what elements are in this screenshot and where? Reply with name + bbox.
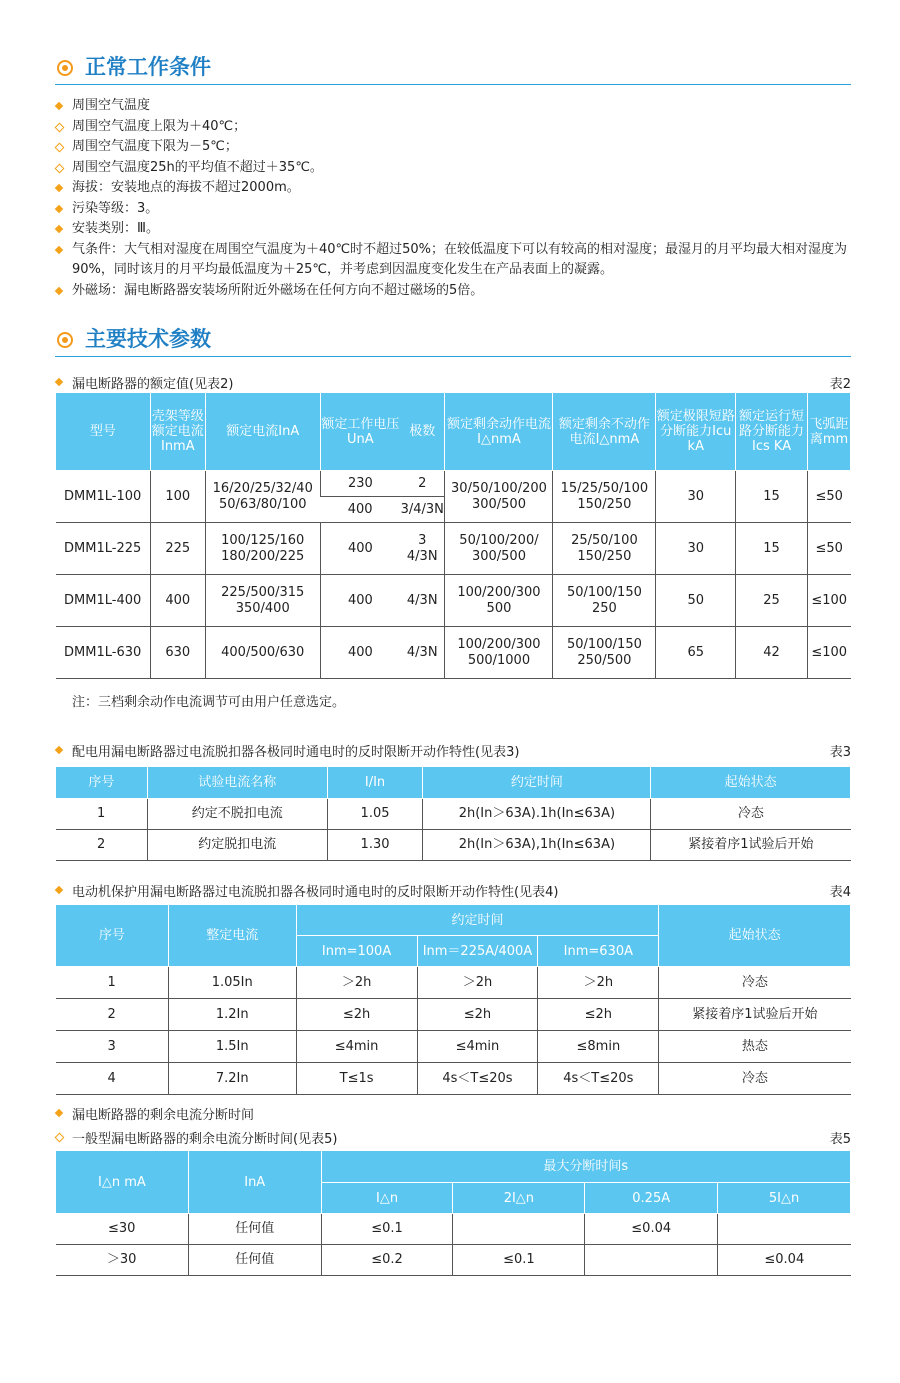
table-row: 2 1.2In ≤2h ≤2h ≤2h 紧接着序1试验后开始: [56, 999, 851, 1031]
diamond-icon: [55, 184, 63, 192]
list-item: 污染等级：3。: [55, 199, 855, 220]
col-header: 壳架等级额定电流InmA: [150, 393, 205, 471]
table3-caption: 配电用漏电断路器过电流脱扣器各极同时通电时的反时限断开动作特性(见表3) 表3: [55, 741, 851, 759]
list-item: 周围空气温度下限为－5℃；: [55, 137, 855, 158]
diamond-icon: [55, 286, 63, 294]
col-header: 额定极限短路分断能力Icu kA: [656, 393, 736, 471]
list-item: 安装类别：Ⅲ。: [55, 219, 855, 240]
table5-caption2: 一般型漏电断路器的剩余电流分断时间(见表5) 表5: [55, 1128, 851, 1146]
bullseye-icon: [57, 60, 73, 76]
list-item: 周围空气温度25h的平均值不超过＋35℃。: [55, 158, 855, 179]
table-row: 1 1.05In ＞2h ＞2h ＞2h 冷态: [56, 967, 851, 999]
list-item: 海拔：安装地点的海拔不超过2000m。: [55, 178, 855, 199]
conditions-list: [55, 96, 855, 301]
table4-caption: 电动机保护用漏电断路器过电流脱扣器各极同时通电时的反时限断开动作特性(见表4) 表4: [55, 881, 851, 899]
diamond-outline-icon: [55, 143, 65, 153]
col-header: 飞弧距离mm: [807, 393, 850, 471]
table4: 序号 整定电流 约定时间 起始状态 Inm=100A Inm＝225A/400A Inm=630A 1 1.05In ＞2h ＞2h ＞2h 冷态 2 1.2In ≤2h ≤2h ≤2h 紧接着序1试验后开始 3 1.5In ≤4min ≤4min ≤8min 热态 4 7.2In T≤1s 4s＜T≤20s 4s＜T≤20s 冷态: [55, 904, 851, 1095]
diamond-icon: [55, 378, 63, 386]
table2: 型号 壳架等级额定电流InmA 额定电流InA 额定工作电压UnA 极数 额定剩余动作电流I△nmA 额定剩余不动作电流I△nmA 额定极限短路分断能力Icu kA 额定运行短路分断能力Ics KA 飞弧距离mm DMM1L-100 100 16/20/25/32/40 50/63/80/100 230 2 30/50/100/200 300/500 15/25/50/100 150/250 30 15 ≤50 400 3/4/3N DMM1L-225 225 100/125/160 180/200/225 400 3 4/3N 50/100/200/ 300/500 25/50/100 150/250 30 15 ≤50 DMM1L-400 400 225/500/315 350/400 400 4/3N 100/200/300 500 50/100/150 250 50 25 ≤100 DMM1L-630 630 400/500/630 400 4/3N 100/200/300 500/1000 50/100/150 250/500 65 42 ≤100: [55, 392, 851, 679]
table2-note: 注：三档剩余动作电流调节可由用户任意选定。: [72, 695, 346, 710]
table-row: DMM1L-630 630 400/500/630 400 4/3N 100/200/300 500/1000 50/100/150 250/500 65 42 ≤100: [56, 627, 851, 679]
table-row: 4 7.2In T≤1s 4s＜T≤20s 4s＜T≤20s 冷态: [56, 1063, 851, 1095]
table-row: ＞30 任何值 ≤0.2 ≤0.1 ≤0.04: [56, 1245, 851, 1276]
table-row: DMM1L-100 100 16/20/25/32/40 50/63/80/100 230 2 30/50/100/200 300/500 15/25/50/100 150/250 30 15 ≤50: [56, 471, 851, 497]
diamond-outline-icon: [55, 163, 65, 173]
list-item: 外磁场：漏电断路器安装场所附近外磁场在任何方向不超过磁场的5倍。: [55, 281, 855, 302]
table-row: 1 约定不脱扣电流 1.05 2h(In＞63A).1h(In≤63A) 冷态: [56, 799, 851, 830]
diamond-outline-icon: [55, 122, 65, 132]
diamond-icon: [55, 204, 63, 212]
table-row: DMM1L-400 400 225/500/315 350/400 400 4/3N 100/200/300 500 50/100/150 250 50 25 ≤100: [56, 575, 851, 627]
table3: 序号 试验电流名称 I/In 约定时间 起始状态 1 约定不脱扣电流 1.05 2h(In＞63A).1h(In≤63A) 冷态 2 约定脱扣电流 1.30 2h(In＞63A),1h(In≤63A) 紧接着序1试验后开始: [55, 766, 851, 861]
table5-caption1: 漏电断路器的剩余电流分断时间: [55, 1104, 851, 1122]
table-row: DMM1L-225 225 100/125/160 180/200/225 400 3 4/3N 50/100/200/ 300/500 25/50/100 150/250 30 15 ≤50: [56, 523, 851, 575]
diamond-outline-icon: [55, 1133, 65, 1143]
bullseye-icon: [57, 332, 73, 348]
table2-caption: 漏电断路器的额定值(见表2) 表2: [55, 373, 851, 391]
list-item: 周围空气温度上限为＋40℃；: [55, 117, 855, 138]
list-item: 周围空气温度: [55, 96, 855, 117]
col-header: 额定剩余动作电流I△nmA: [445, 393, 553, 471]
diamond-icon: [55, 886, 63, 894]
table-row: 2 约定脱扣电流 1.30 2h(In＞63A),1h(In≤63A) 紧接着序1试验后开始: [56, 830, 851, 861]
section-title-conditions: 正常工作条件: [55, 54, 851, 85]
col-header: 额定运行短路分断能力Ics KA: [736, 393, 808, 471]
diamond-icon: [55, 1109, 63, 1117]
table5: I△n mA InA 最大分断时间s I△n 2I△n 0.25A 5I△n ≤30 任何值 ≤0.1 ≤0.04 ＞30 任何值 ≤0.2 ≤0.1 ≤0.04: [55, 1150, 851, 1276]
col-header: 额定电流InA: [205, 393, 320, 471]
col-header: 型号: [56, 393, 151, 471]
list-item: 气条件：大气相对湿度在周围空气温度为＋40℃时不超过50%；在较低温度下可以有较高的相对湿度；最湿月的月平均最大相对湿度为90%，同时该月的月平均最低温度为＋25℃，并考虑到因温度变化发生在产品表面上的凝露。: [55, 240, 855, 281]
table-row: ≤30 任何值 ≤0.1 ≤0.04: [56, 1214, 851, 1245]
col-header: 额定剩余不动作电流I△nmA: [553, 393, 656, 471]
diamond-icon: [55, 746, 63, 754]
col-header: 极数: [400, 393, 445, 471]
diamond-icon: [55, 102, 63, 110]
col-header: 额定工作电压UnA: [320, 393, 400, 471]
section-title-parameters: 主要技术参数: [55, 326, 851, 357]
diamond-icon: [55, 225, 63, 233]
table-row: 3 1.5In ≤4min ≤4min ≤8min 热态: [56, 1031, 851, 1063]
diamond-icon: [55, 245, 63, 253]
